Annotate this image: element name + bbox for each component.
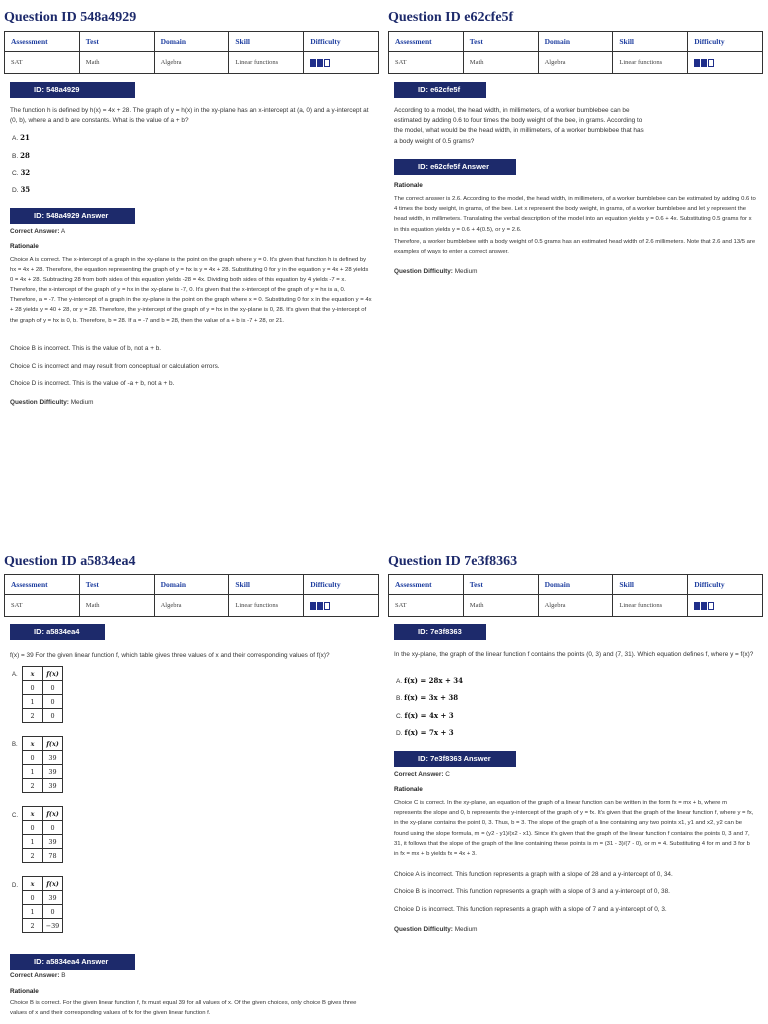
meta-value-skill: Linear functions (613, 595, 688, 617)
table-row: 0 39 (23, 891, 63, 905)
q1-meta-table (4, 31, 379, 74)
q1-difficulty: Question Difficulty: Medium (10, 399, 94, 406)
meta-value-skill: Linear functions (229, 52, 304, 74)
difficulty-meter (310, 59, 330, 67)
meta-header-difficulty: Difficulty (688, 575, 763, 595)
meta-header-difficulty: Difficulty (304, 32, 379, 52)
q1-option-b: B. 28 (12, 151, 30, 160)
q2-title: Question ID e62cfe5f (388, 10, 514, 25)
q2-rationale: The correct answer is 2.6. According to the model, the head width, in millimeters, of a worker bumblebee can be estimated by adding 0.6 to 4 times the body weight, in grams, of the bee. Let x represent the body weight, in grams, of a worker bumblebee and let y represent the head width, in millimeters. Translating the verbal description of the model into an equation yields y = 0.6 + 4x. Substituting 0.5 grams for x in this equation yields y = 0.6 + 4(0.5), or y = 2.6. (394, 196, 756, 233)
meta-value-difficulty (304, 52, 379, 74)
difficulty-meter (694, 59, 714, 67)
meta-header-row (389, 575, 763, 595)
table-row: 0 0 (23, 681, 63, 695)
q3-id-bar: ID: a5834ea4 (10, 624, 105, 640)
q3-option-b-table (22, 736, 63, 793)
meta-value-assessment: SAT (5, 52, 80, 74)
q2-meta-table (388, 31, 763, 74)
meta-header-row (5, 575, 379, 595)
meta-header-test: Test (79, 32, 154, 52)
meta-header-assessment: Assessment (5, 575, 80, 595)
meta-header-assessment: Assessment (5, 32, 80, 52)
meta-value-assessment: SAT (389, 52, 464, 74)
table-row: 2 0 (23, 709, 63, 723)
q3-option-b-letter: B. (12, 742, 18, 748)
meta-header-skill: Skill (229, 32, 304, 52)
q4-rationale-label: Rationale (394, 786, 423, 793)
meta-value-domain: Algebra (538, 52, 613, 74)
table-row: 0 0 (23, 821, 63, 835)
q3-option-a-table (22, 666, 63, 723)
table-header-x: x (23, 667, 43, 681)
table-row: 2 78 (23, 849, 63, 863)
q3-meta-table (4, 574, 379, 617)
q1-rationale-label: Rationale (10, 243, 39, 250)
meta-header-assessment: Assessment (389, 575, 464, 595)
meta-value-domain: Algebra (538, 595, 613, 617)
q3-option-d-table (22, 876, 63, 933)
q2-answer-bar: ID: e62cfe5f Answer (394, 159, 516, 175)
q1-choice-c: Choice C is incorrect and may result from conceptual or calculation errors. (10, 363, 220, 370)
meta-header-domain: Domain (154, 32, 229, 52)
q1-id-bar: ID: 548a4929 (10, 82, 135, 98)
meta-value-difficulty (304, 595, 379, 617)
q1-option-a: A. 21 (12, 133, 30, 142)
table-header-x: x (23, 807, 43, 821)
meta-value-row (389, 595, 763, 617)
meta-value-skill: Linear functions (613, 52, 688, 74)
table-header-fx: f(x) (43, 667, 63, 681)
meta-header-skill: Skill (229, 575, 304, 595)
q4-choice-d: Choice D is incorrect. This function represents a graph with a slope of 7 and a y-intercept of 0, 3. (394, 906, 667, 913)
q4-difficulty: Question Difficulty: Medium (394, 926, 478, 933)
q2-id-bar: ID: e62cfe5f (394, 82, 486, 98)
q1-title: Question ID 548a4929 (4, 10, 137, 25)
q4-title: Question ID 7e3f8363 (388, 554, 518, 569)
q4-rationale: Choice C is correct. In the xy-plane, an equation of the graph of a linear function can be written in the form fx = mx + b, where m represents the slope and 0, b represents the y-intercept of the graph of y = fx. It's given that the graph of the linear function f, where y = fx, in the xy-plane contains the point 0, 3. Thus, b = 3. The slope of the graph of a line containing any two points x1, y1 and x2, y2 can be found using the slope formula, m = (y2 - y1)/(x2 - x1). Since it's given that the graph of the linear function f contains the points 0, 3 and 7, 31, it follows that the slope of the graph of the line containing these points is m = (31 - 3)/(7 - 0), or m = 4. Substituting 4 for m and 3 for b in fx = mx + b yields fx = 4x + 3. (394, 800, 754, 858)
meta-header-test: Test (463, 32, 538, 52)
q3-option-c-letter: C. (12, 813, 18, 819)
meta-header-difficulty: Difficulty (304, 575, 379, 595)
meta-header-test: Test (79, 575, 154, 595)
table-row: 1 0 (23, 905, 63, 919)
meta-value-row (389, 52, 763, 74)
meta-header-row (5, 32, 379, 52)
meta-value-domain: Algebra (154, 595, 229, 617)
q1-option-d: D. 35 (12, 185, 31, 194)
meta-header-skill: Skill (613, 575, 688, 595)
q4-choice-a: Choice A is incorrect. This function represents a graph with a slope of 28 and a y-intercept of 0, 34. (394, 871, 673, 878)
q3-answer-bar: ID: a5834ea4 Answer (10, 954, 135, 970)
table-row: 1 39 (23, 835, 63, 849)
q3-correct-answer: Correct Answer: B (10, 972, 66, 979)
q1-choice-d: Choice D is incorrect. This is the value of -a + b, not a + b. (10, 380, 175, 387)
q1-correct-answer: Correct Answer: A (10, 228, 66, 235)
meta-value-test: Math (463, 595, 538, 617)
q3-stem: f(x) = 39 For the given linear function f, which table gives three values of x and their corresponding values of f(x)? (10, 652, 330, 659)
q4-option-a: A. f(x) = 28x + 34 (396, 676, 464, 685)
meta-value-assessment: SAT (5, 595, 80, 617)
q4-stem: In the xy-plane, the graph of the linear function f contains the points (0, 3) and (7, 31). Which equation defines f, where y = f(x)? (394, 651, 754, 658)
q2-difficulty: Question Difficulty: Medium (394, 268, 478, 275)
meta-header-assessment: Assessment (389, 32, 464, 52)
q4-option-b: B. f(x) = 3x + 38 (396, 693, 459, 702)
q4-choice-b: Choice B is incorrect. This function represents a graph with a slope of 3 and a y-intercept of 0, 38. (394, 888, 670, 895)
table-header-fx: f(x) (43, 737, 63, 751)
q1-choice-b: Choice B is incorrect. This is the value of b, not a + b. (10, 345, 162, 352)
table-row: 0 39 (23, 751, 63, 765)
q2-stem: According to a model, the head width, in millimeters, of a worker bumblebee can be estimated by adding 0.6 to four times the body weight of the bee, in grams. According to the model, what would be the head width, in millimeters, of a worker bumblebee that has a body weight of 0.5 grams? (394, 107, 644, 145)
table-row: 1 0 (23, 695, 63, 709)
meta-header-domain: Domain (154, 575, 229, 595)
meta-header-skill: Skill (613, 32, 688, 52)
q2-rationale-label: Rationale (394, 182, 423, 189)
q3-rationale-label: Rationale (10, 988, 39, 995)
meta-header-difficulty: Difficulty (688, 32, 763, 52)
q3-rationale: Choice B is correct. For the given linear function f, fx must equal 39 for all values of x. Of the given choices, only choice B gives three values of x and their corresponding values of fx for the given linear function f. (10, 1000, 357, 1017)
meta-value-test: Math (463, 52, 538, 74)
table-header-x: x (23, 877, 43, 891)
q3-title: Question ID a5834ea4 (4, 554, 136, 569)
table-row: 2 39 (23, 779, 63, 793)
meta-value-assessment: SAT (389, 595, 464, 617)
table-row: 2 −39 (23, 919, 63, 933)
q4-option-d: D. f(x) = 7x + 3 (396, 728, 454, 737)
meta-header-test: Test (463, 575, 538, 595)
table-header-x: x (23, 737, 43, 751)
meta-value-row (5, 595, 379, 617)
q4-option-c: C. f(x) = 4x + 3 (396, 711, 454, 720)
table-header-fx: f(x) (43, 807, 63, 821)
q4-id-bar: ID: 7e3f8363 (394, 624, 486, 640)
meta-value-test: Math (79, 595, 154, 617)
meta-value-difficulty (688, 52, 763, 74)
meta-value-difficulty (688, 595, 763, 617)
meta-header-domain: Domain (538, 575, 613, 595)
meta-header-domain: Domain (538, 32, 613, 52)
difficulty-meter (310, 602, 330, 610)
meta-value-domain: Algebra (154, 52, 229, 74)
q4-meta-table (388, 574, 763, 617)
q2-rationale-conclusion: Therefore, a worker bumblebee with a body weight of 0.5 grams has an estimated head width of 2.6 millimeters. Note that 2.6 and 13/5 are examples of ways to enter a correct answer. (394, 239, 756, 256)
difficulty-meter (694, 602, 714, 610)
meta-value-row (5, 52, 379, 74)
q3-option-c-table (22, 806, 63, 863)
q4-answer-bar: ID: 7e3f8363 Answer (394, 751, 516, 767)
table-header-fx: f(x) (43, 877, 63, 891)
meta-value-test: Math (79, 52, 154, 74)
q4-correct-answer: Correct Answer: C (394, 771, 450, 778)
q1-option-c: C. 32 (12, 168, 31, 177)
table-row: 1 39 (23, 765, 63, 779)
q3-option-a-letter: A. (12, 672, 18, 678)
meta-value-skill: Linear functions (229, 595, 304, 617)
q1-rationale: Choice A is correct. The x-intercept of a graph in the xy-plane is the point on the graph where y = 0. It's given that function h is defined by hx = 4x + 28. Therefore, the equation representing the graph of y = hx is y = 4x + 28. Substituting 0 for y in the equation y = 4x + 28 yields 0 = 4x + 28. Subtracting 28 from both sides of this equation yields -28 = 4x. Dividing both sides of this equation by 4 yields -7 = x. Therefore, the x-intercept of the graph of y = hx in the xy-plane is -7, 0. It's given that the x-intercept of the graph of y = hx is a, 0. Therefore, a = -7. The y-intercept of a graph in the xy-plane is the point on the graph where x = 0. Substituting 0 for x in the equation y = 4x + 28 yields y = 40 + 28, or y = 28. Therefore, the y-intercept of the graph of y = hx in the xy-plane is 0, 28. It's given that the y-intercept of the graph of y = hx is 0, b. Therefore, b = 28. If a = -7 and b = 28, then the value of a + b is -7 + 28, or 21. (10, 257, 372, 324)
q3-option-d-letter: D. (12, 883, 18, 889)
meta-header-row (389, 32, 763, 52)
q1-stem: The function h is defined by h(x) = 4x + 28. The graph of y = h(x) in the xy-plane has an x-intercept at (a, 0) and a y-intercept at (0, b), where a and b are constants. What is the value of a + b? (10, 107, 369, 125)
q1-answer-bar: ID: 548a4929 Answer (10, 208, 135, 224)
